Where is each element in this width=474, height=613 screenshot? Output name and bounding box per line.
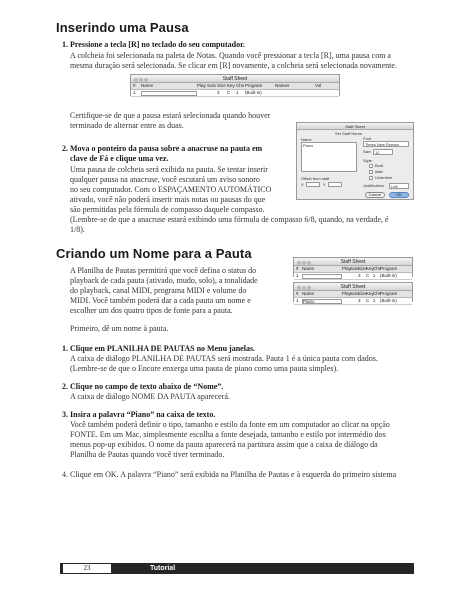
close-icon[interactable] (297, 261, 301, 265)
offset-x-label: X (301, 182, 304, 187)
step2-line-1: Uma pausa de colcheia será exibida na pauta. Se tentar inserir (70, 165, 268, 174)
step2-line-3: no seu computador. Com o ESPAÇAMENTO AUTOMÁTICO (70, 185, 272, 194)
col-key: Key (227, 83, 235, 88)
staff-name-field[interactable]: Piano (302, 299, 342, 304)
staff-sheet-window (130, 74, 340, 96)
minimize-icon[interactable] (302, 261, 306, 265)
offset-label: Offset from staff (301, 176, 330, 181)
staff-sheet-titlebar (131, 75, 339, 83)
offset-x-input[interactable] (306, 182, 320, 187)
step1-heading: 1. Pressione a tecla [R] no teclado do seu computador. (62, 40, 245, 49)
s2-step4-line: 4. Clique em OK. A palavra “Piano” será exibida na Planilha de Pautas e à esquerda do primeiro sistema (62, 470, 397, 479)
staff-sheet-window-2: Staff Sheet # Name Play Solo Size Key Chn Program 1 3 C 1 (Built-in) (293, 257, 413, 277)
step2-heading-1: 2. Mova o ponteiro da pausa sobre a anacruse na pauta em (62, 144, 263, 153)
first-line: Primeiro, dê um nome à pauta. (70, 324, 169, 333)
col-program: Program (245, 83, 263, 88)
zoom-icon[interactable] (307, 286, 311, 290)
col-number: # (133, 83, 136, 88)
dialog-title: Set Staff Name (335, 131, 363, 136)
step2-line-6: (Lembre-se de que a anacruse estará exibindo uma fórmula de compasso 6/8, quando, na verdade, é (70, 215, 389, 224)
check-line-1: Certifique-se de que a pausa estará selecionada quando houver (70, 111, 271, 120)
staff-sheet-title: Staff Sheet (222, 76, 248, 82)
offset-y-input[interactable] (328, 182, 342, 187)
s2-step1-heading: 1. Clique em PLANILHA DE PAUTAS no Menu janelas. (62, 344, 256, 353)
justification-label: Justification (363, 183, 384, 188)
size-label: Size (363, 149, 371, 154)
step2-line-7: 1/8). (70, 225, 85, 234)
staff-sheet-window-3: Staff Sheet # Name Play Solo Size Key Chn Program 1 Piano 3 C 1 (Built-in) (293, 282, 413, 302)
staff-row[interactable]: 1 Piano 3 C 1 (Built-in) (294, 298, 412, 305)
font-select[interactable]: Times New Roman (363, 141, 409, 147)
col-vol: Vol (315, 83, 322, 88)
intro-line-5: escolher um dos quatro tipos de fonte para a pauta. (70, 306, 233, 315)
italic-label: Italic (375, 169, 384, 174)
set-staff-name-dialog (296, 122, 414, 200)
bold-label: Bold (375, 163, 384, 168)
s2-step3-line-2: FONTE. Em um Mac, simplesmente escolha a fonte desejada, tamanho e estilo por intermédio dos (70, 430, 386, 439)
staff-row[interactable]: 1 3 C 1 (Built-in) (294, 273, 412, 280)
dialog-window-title: Staff Sheet (297, 123, 413, 130)
close-icon[interactable] (297, 286, 301, 290)
minimize-icon[interactable] (302, 286, 306, 290)
footer-bar (60, 563, 414, 574)
offset-y-label: Y (323, 182, 326, 187)
underline-label: Underline (375, 175, 393, 180)
italic-checkbox[interactable] (369, 170, 373, 174)
col-name: Name (141, 83, 154, 88)
size-select[interactable]: 12 (373, 149, 393, 155)
intro-line-3: do playback, canal MIDI, programa MIDI e volume do (70, 286, 247, 295)
solo-toggle[interactable] (207, 90, 217, 96)
col-size: Size (217, 83, 226, 88)
close-icon[interactable] (134, 78, 138, 82)
step2-line-5: são permitidas pela fórmula de compasso daquele compasso. (70, 205, 265, 214)
name-input[interactable] (301, 142, 357, 172)
staff-sheet-header (131, 83, 339, 90)
s2-step2-heading: 2. Clique no campo de texto abaixo de “Nome”. (62, 382, 224, 391)
col-chn: Chn (236, 83, 245, 88)
check-line-2: terminado de alternar entre as duas. (70, 121, 184, 130)
name-label: Name (301, 137, 312, 142)
ok-button[interactable]: OK (389, 192, 409, 198)
col-solo: Solo (207, 83, 217, 88)
s2-step1-line-2: (Lembre-se de que o Encore enxerga uma pauta de piano como uma pauta simples). (70, 364, 339, 373)
step1-line-1: A colcheia foi selecionada na paleta de Notas. Quando você pressionar a tecla [R], uma pausa com a (70, 51, 391, 60)
justification-select[interactable]: Left (389, 183, 409, 189)
footer-label: Tutorial (150, 565, 176, 572)
staff-name-field[interactable] (141, 91, 197, 96)
name-value: Piano (303, 143, 314, 148)
s2-step3-line-3: menus pop-up exibidos. O nome da pauta aparecerá na partitura assim que a caixa de diálogo da (70, 440, 378, 449)
staff-name-field[interactable] (302, 274, 342, 279)
zoom-icon[interactable] (307, 261, 311, 265)
step2-line-4: ativado, você não poderá inserir mais notas ou pausas do que (70, 195, 266, 204)
font-label: Font (363, 136, 372, 141)
minimize-icon[interactable] (139, 78, 143, 82)
zoom-icon[interactable] (144, 78, 148, 82)
step1-line-2: mesma duração será selecionada. Se clicar em [R] novamente, a colcheia será selecionada novamente. (70, 61, 397, 70)
section-title-pause: Inserindo uma Pausa (56, 20, 189, 35)
s2-step3-heading: 3. Insira a palavra “Piano” na caixa de texto. (62, 410, 216, 419)
style-label: Style (363, 158, 372, 163)
s2-step2-line-1: A caixa de diálogo NOME DA PAUTA aparecerá. (70, 392, 230, 401)
s2-step1-line-1: A caixa de diálogo PLANILHA DE PAUTAS será mostrada. Pauta 1 é a única pauta com dados. (70, 354, 378, 363)
bold-checkbox[interactable] (369, 164, 373, 168)
step2-line-2: qualquer pausa na anacruse, você escutará um aviso sonoro (70, 175, 260, 184)
s2-step3-line-1: Você também poderá definir o tipo, tamanho e estilo da fonte em um computador ao clicar na opção (70, 420, 390, 429)
section-title-staff-name: Criando um Nome para a Pauta (56, 246, 252, 261)
s2-step3-line-4: Planilha de Pautas quando você tiver terminado. (70, 450, 225, 459)
intro-line-4: MIDI. Você também poderá dar a cada pauta um nome e (70, 296, 251, 305)
intro-line-2: playback de cada pauta (ativado, mudo, solo), a tonalidade (70, 276, 258, 285)
col-play: Play (197, 83, 206, 88)
cancel-button[interactable]: Cancel (365, 192, 385, 198)
staff-row[interactable]: 1 3 C 1 (Built-in) (131, 90, 339, 97)
play-toggle[interactable] (197, 90, 207, 96)
col-names: Names (275, 83, 290, 88)
page-number: 23 (62, 563, 112, 574)
underline-checkbox[interactable] (369, 176, 373, 180)
intro-line-1: A Planilha de Pautas permitirá que você defina o status do (70, 266, 257, 275)
step2-heading-2: clave de Fá e clique uma vez. (70, 154, 169, 163)
